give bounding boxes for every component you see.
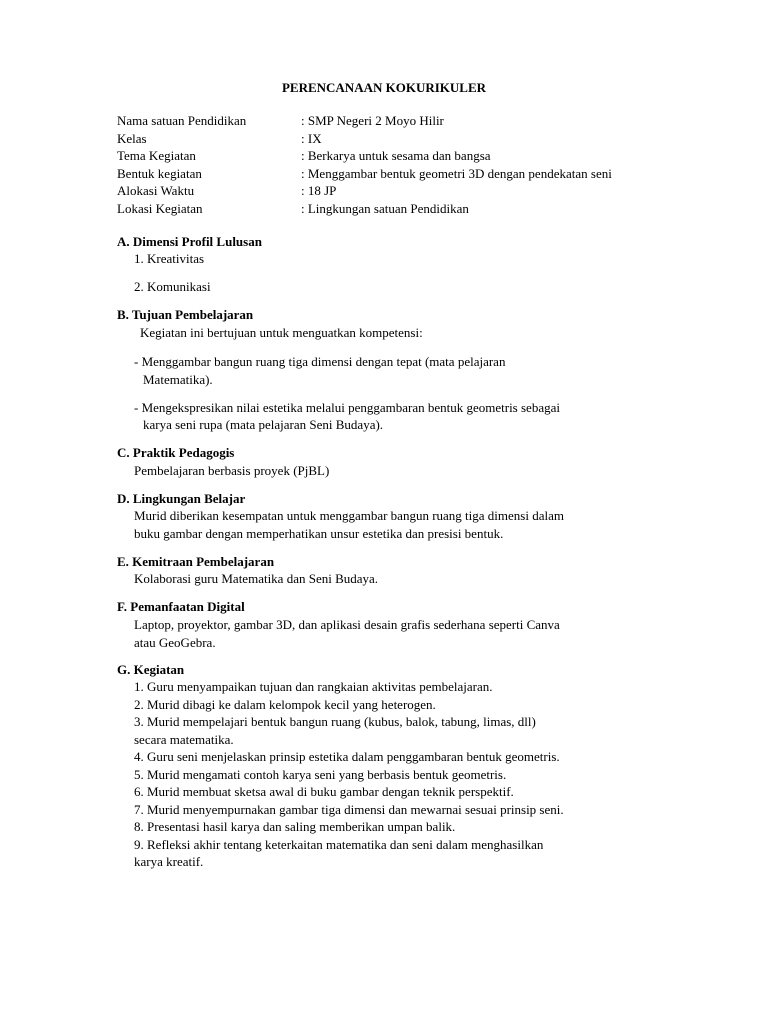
section-b-item-1-line-1: - Menggambar bangun ruang tiga dimensi dengan tepat (mata pelajaran [134, 354, 506, 369]
section-b-item-1-line-2: Matematika). [143, 372, 213, 387]
activity-line: 1. Guru menyampaikan tujuan dan rangkaian aktivitas pembelajaran. [134, 679, 493, 694]
info-value: : 18 JP [301, 183, 337, 198]
activity-line: 2. Murid dibagi ke dalam kelompok kecil yang heterogen. [134, 696, 436, 712]
activity-line: 6. Murid membuat sketsa awal di buku gambar dengan teknik perspektif. [134, 784, 514, 799]
activity-line: 9. Refleksi akhir tentang keterkaitan matematika dan seni dalam menghasilkan [134, 836, 544, 852]
info-label: Lokasi Kegiatan [117, 200, 203, 216]
info-value: : Lingkungan satuan Pendidikan [301, 200, 469, 216]
section-f-line-2: atau GeoGebra. [134, 635, 216, 650]
section-d-heading: D. Lingkungan Belajar [117, 491, 246, 506]
info-label: Tema Kegiatan [117, 148, 196, 163]
info-row-satuan [117, 112, 612, 130]
section-e-heading: E. Kemitraan Pembelajaran [117, 554, 275, 569]
info-row-bentuk [117, 165, 612, 183]
activity-line: secara matematika. [134, 731, 234, 747]
section-a-item-1: 1. Kreativitas [134, 251, 205, 266]
info-table [117, 112, 612, 217]
info-row-lokasi [117, 200, 612, 218]
info-label: Alokasi Waktu [117, 183, 195, 198]
activity-line: 8. Presentasi hasil karya dan saling memberikan umpan balik. [134, 819, 456, 834]
section-b-item-2-line-1: - Mengekspresikan nilai estetika melalui penggambaran bentuk geometris sebagai [134, 400, 560, 415]
activity-line: karya kreatif. [134, 854, 204, 869]
info-label: Nama satuan Pendidikan [117, 113, 247, 128]
activity-line: 5. Murid mengamati contoh karya seni yang berbasis bentuk geometris. [134, 766, 507, 782]
activity-line: 3. Murid mempelajari bentuk bangun ruang (kubus, balok, tabung, limas, dll) [134, 714, 536, 729]
info-row-alokasi [117, 182, 612, 200]
document-title: PERENCANAAN KOKURIKULER [281, 80, 487, 95]
info-value: : SMP Negeri 2 Moyo Hilir [301, 113, 444, 128]
section-c-heading: C. Praktik Pedagogis [117, 445, 235, 460]
section-d-line-2: buku gambar dengan memperhatikan unsur estetika dan presisi bentuk. [134, 526, 504, 541]
section-a-heading: A. Dimensi Profil Lulusan [117, 234, 262, 249]
section-f-heading: F. Pemanfaatan Digital [117, 599, 245, 614]
info-label: Bentuk kegiatan [117, 165, 202, 181]
section-a-item-2: 2. Komunikasi [134, 279, 211, 294]
info-value: : IX [301, 130, 322, 146]
info-value: : Berkarya untuk sesama dan bangsa [301, 148, 491, 163]
section-g-heading: G. Kegiatan [117, 662, 185, 677]
activity-line: 4. Guru seni menjelaskan prinsip estetika dalam penggambaran bentuk geometris. [134, 749, 560, 764]
activity-line: 7. Murid menyempurnakan gambar tiga dimensi dan mewarnai sesuai prinsip seni. [134, 801, 564, 817]
info-label: Kelas [117, 130, 147, 146]
info-value: : Menggambar bentuk geometri 3D dengan pendekatan seni [301, 165, 612, 181]
section-f-line-1: Laptop, proyektor, gambar 3D, dan aplikasi desain grafis sederhana seperti Canva [134, 617, 560, 632]
section-b-item-2-line-2: karya seni rupa (mata pelajaran Seni Budaya). [143, 417, 384, 432]
info-row-kelas [117, 130, 612, 148]
section-e-text: Kolaborasi guru Matematika dan Seni Budaya. [134, 571, 379, 586]
section-d-line-1: Murid diberikan kesempatan untuk menggambar bangun ruang tiga dimensi dalam [134, 508, 564, 523]
section-b-heading: B. Tujuan Pembelajaran [117, 307, 254, 322]
section-b-intro: Kegiatan ini bertujuan untuk menguatkan kompetensi: [140, 325, 423, 340]
section-c-text: Pembelajaran berbasis proyek (PjBL) [134, 463, 330, 478]
info-row-tema [117, 147, 612, 165]
